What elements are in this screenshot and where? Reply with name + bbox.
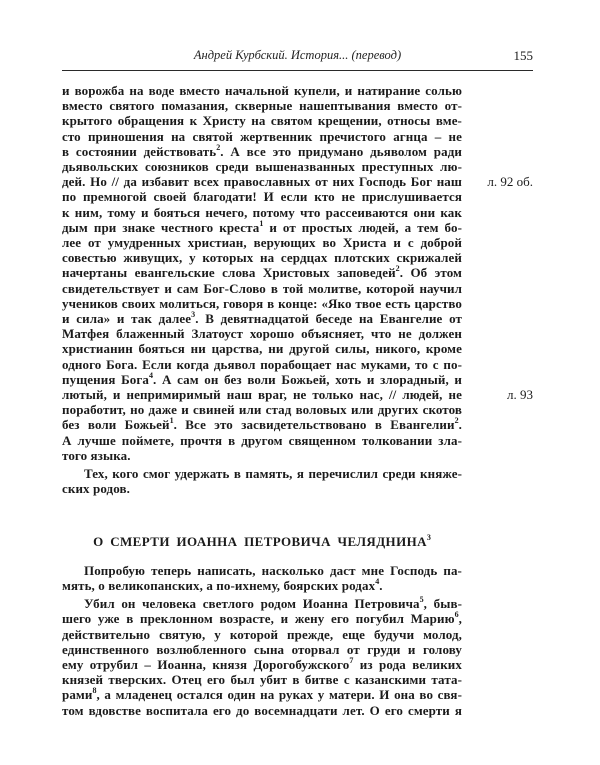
text-line: и сила» и так далее$^3$. В девятнадцатой беседе на Евангелие от xyxy=(62,309,462,327)
text-line: и ворожба на воде вместо начальной купели, и натирание солью xyxy=(62,83,462,98)
text-line: свидетельствует и сам Бог-Слово в той молитве, которой научил xyxy=(62,280,462,296)
footnote-ref: 6 xyxy=(454,610,459,620)
text-line: мять, о великопанских, а по-ихнему, боярских родах$^4$. xyxy=(62,576,383,593)
text-line: А лучше поймете, прочтя в другом священном толковании зла- xyxy=(62,432,462,448)
text-line: действительно святую, у которой прежде, еще будучи молод, xyxy=(62,626,462,642)
paragraph xyxy=(62,83,462,463)
text-line: единственного возлюбленного сына оторвал от груди и голову xyxy=(62,641,462,657)
text-line: в состоянии действовать$^2$. А все это придумано дьяволом ради xyxy=(62,142,462,159)
footnote-ref: 8 xyxy=(92,686,97,696)
paragraph xyxy=(62,466,462,496)
text-line: Матфея блаженный Златоуст хорошо объясняет, что не должен xyxy=(62,326,462,342)
text-line: лее от умудренных христиан, верующих во Христа и с доброй xyxy=(62,235,462,251)
text-line: том вдовстве воспитала его до восемнадцати лет. О его смерти я xyxy=(62,702,462,718)
text-line: одного Бога. Если когда дьявол порабощает нас муками, то с по- xyxy=(62,356,462,372)
text-line: рами$^8$, а младенец остался один на руках у матери. И она во свя- xyxy=(62,686,462,703)
text-line: вместо святого помазания, скверные нашептывания вместо от- xyxy=(62,98,462,114)
footnote-ref: 1 xyxy=(259,218,264,228)
text-line: Тех, кого смог удержать в память, я перечислил среди княже- xyxy=(84,466,462,482)
text-column xyxy=(62,83,462,718)
paragraph xyxy=(62,596,462,718)
text-line: дьявольских союзников среди вышеназванных преступных лю- xyxy=(62,159,462,175)
header-rule xyxy=(62,70,533,71)
text-line: учеников своих молиться, говоря в конце: «Яко твое есть царство xyxy=(62,295,462,311)
text-line: лютый, и непримиримый наш враг, не только нас, // людей, не xyxy=(62,387,462,403)
running-title: Андрей Курбский. История... (перевод) xyxy=(193,48,402,62)
footnote-ref: 2 xyxy=(216,142,221,152)
text-line: ему отрубил – Иоанна, князя Дорогобужского$^7$ из рода великих xyxy=(62,655,462,672)
section-heading: О СМЕРТИ ИОАННА ПЕТРОВИЧА ЧЕЛЯДНИНА$^3$ xyxy=(93,533,431,550)
text-line: крытого обращения к Христу на святом крещении, относы вме- xyxy=(62,113,462,129)
text-line: совестью живущих, у которых на сердцах плотских скрижалей xyxy=(62,250,462,266)
text-line: пущения Бога$^4$. А сам он без воли Божьей, хоть и злорадный, и xyxy=(62,370,462,387)
folio-note-92v: л. 92 об. xyxy=(487,174,533,189)
footnote-ref: 4 xyxy=(148,370,153,380)
text-line: сто приношения на святой жертвенник пречистого агнца – не xyxy=(62,128,462,144)
folio-note-93: л. 93 xyxy=(507,387,533,402)
text-line: поработит, но даже и свиней или стад воловых или других скотов xyxy=(62,402,462,418)
footnote-ref: 3 xyxy=(191,309,196,319)
text-line: христианин бояться ни царства, ни другой силы, никого, кроме xyxy=(62,341,462,357)
text-line: без воли Божьей$^1$. Все это засвидетельствовано в Евангелии$^2$. xyxy=(62,416,463,433)
text-line: Убил он человека светлого родом Иоанна Петровича$^5$, быв- xyxy=(84,594,462,612)
footnote-ref: 7 xyxy=(349,655,354,665)
text-line: начертаны евангельские слова Христовых заповедей$^2$. Об этом xyxy=(62,264,463,281)
text-line: князей тверских. Отец его был убит в битве с казанскими тата- xyxy=(62,672,462,688)
text-line: ских родов. xyxy=(62,481,130,497)
text-line: шего уже в преклонном возрасте, и жену его погубил Марию$^6$, xyxy=(62,610,462,627)
text-line: по премногой своей благодати! И если кто не прислушивается xyxy=(62,189,462,205)
footnote-ref: 2 xyxy=(454,416,459,426)
text-line: дым при знаке честного креста$^1$ и от простых людей, а тем бо- xyxy=(62,218,462,235)
text-line: того языка. xyxy=(62,447,131,463)
text-line: дей. Но // да избавит всех православных от них Господь Бог наш xyxy=(62,174,462,190)
footnote-ref: 3 xyxy=(426,533,431,543)
text-line: к ним, тому и бояться нечего, потому что рассеиваются они как xyxy=(62,204,462,220)
footnote-ref: 1 xyxy=(169,416,174,426)
running-head xyxy=(62,47,533,64)
footnote-ref: 5 xyxy=(419,594,424,604)
page-number: 155 xyxy=(513,48,533,63)
footnote-ref: 2 xyxy=(395,264,400,274)
paragraph xyxy=(62,563,462,593)
text-line: Попробую теперь написать, насколько даст мне Господь па- xyxy=(84,562,462,578)
footnote-ref: 4 xyxy=(375,576,380,586)
